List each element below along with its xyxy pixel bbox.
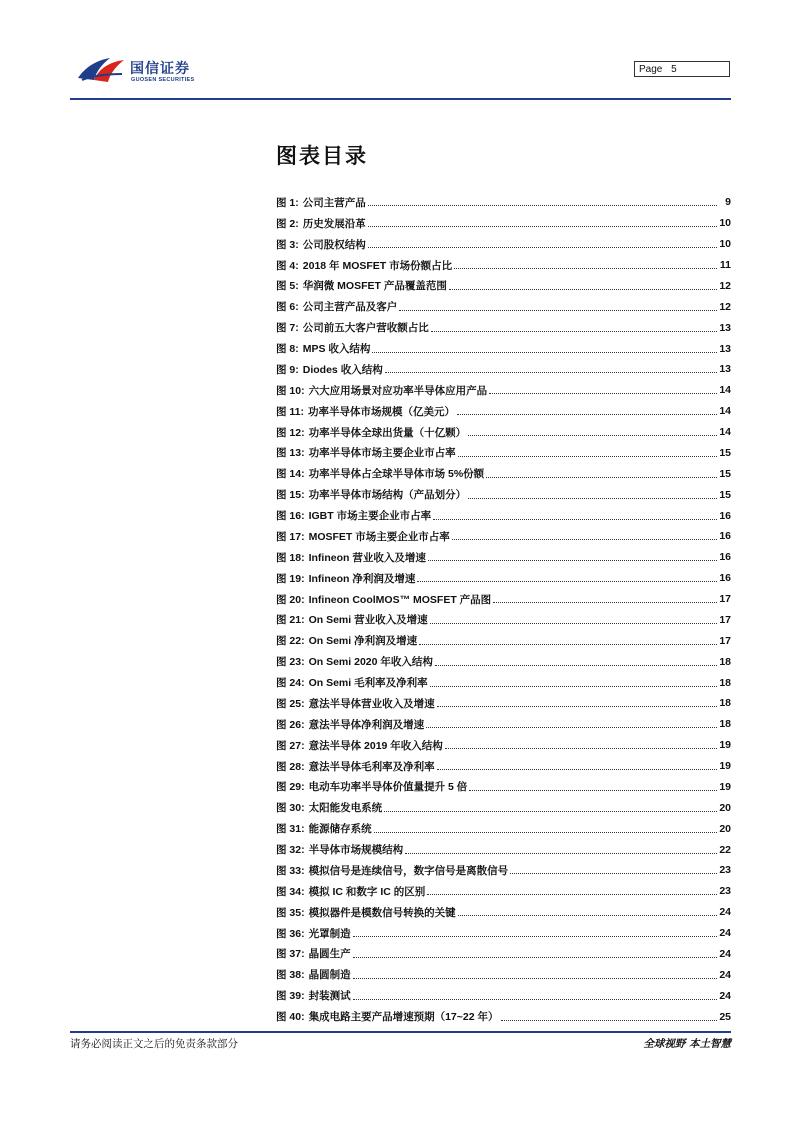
toc-leader-dots (353, 977, 717, 979)
toc-entry-label: 图 27: (276, 739, 305, 752)
toc-entry-page: 17 (719, 593, 731, 606)
toc-entry-title: 公司前五大客户营收额占比 (302, 322, 429, 335)
toc-entry-label: 图 32: (276, 844, 305, 857)
toc-entry-label: 图 36: (276, 927, 305, 940)
toc-entry-page: 16 (719, 509, 731, 522)
toc-leader-dots (433, 518, 717, 520)
toc-entry-page: 20 (719, 822, 731, 835)
toc-entry[interactable] (276, 422, 731, 443)
toc-entry-page: 15 (719, 446, 731, 459)
toc-entry[interactable] (276, 610, 731, 631)
toc-entry-page: 13 (719, 342, 731, 355)
toc-entry-page: 9 (725, 196, 731, 209)
toc-entry-title: 模拟器件是模数信号转换的关键 (308, 906, 456, 919)
toc-entry-page: 16 (719, 572, 731, 585)
toc-entry-label: 图 28: (276, 760, 305, 773)
toc-leader-dots (449, 288, 717, 290)
toc-entry-label: 图 33: (276, 864, 305, 877)
toc-entry-page: 23 (719, 864, 731, 877)
toc-entry-page: 19 (719, 760, 731, 773)
toc-entry[interactable] (276, 463, 731, 484)
toc-entry-title: On Semi 毛利率及净利率 (308, 677, 428, 690)
toc-leader-dots (510, 872, 717, 874)
toc-entry-page: 11 (719, 259, 731, 272)
toc-leader-dots (454, 267, 717, 269)
toc-entry-title: 模拟信号是连续信号，数字信号是离散信号 (308, 864, 509, 877)
toc-entry-label: 图 10: (276, 384, 305, 397)
toc-entry-title: On Semi 营业收入及增速 (308, 614, 428, 627)
toc-entry-page: 24 (719, 989, 731, 1002)
header-divider (70, 98, 731, 100)
toc-leader-dots (426, 726, 717, 728)
toc-leader-dots (374, 831, 717, 833)
toc-leader-dots (353, 935, 717, 937)
toc-entry-page: 13 (719, 321, 731, 334)
toc-leader-dots (458, 455, 717, 457)
toc-entry-title: Diodes 收入结构 (302, 363, 383, 376)
toc-entry[interactable] (276, 401, 731, 422)
toc-entry-label: 图 26: (276, 718, 305, 731)
toc-entry-title: 意法半导体毛利率及净利率 (308, 760, 435, 773)
toc-leader-dots (468, 497, 717, 499)
toc-entry-label: 图 17: (276, 530, 305, 543)
toc-entry[interactable] (276, 1006, 731, 1027)
toc-entry-label: 图 8: (276, 343, 299, 356)
logo-english-name: GUOSEN SECURITIES (131, 77, 195, 83)
toc-leader-dots (437, 768, 717, 770)
toc-entry-title: 功率半导体市场结构（产品划分） (308, 489, 467, 502)
toc-entry[interactable] (276, 860, 731, 881)
toc-entry-title: 电动车功率半导体价值量提升 5 倍 (308, 781, 468, 794)
toc-entry-page: 14 (719, 426, 731, 439)
toc-entry[interactable] (276, 818, 731, 839)
toc-leader-dots (385, 371, 717, 373)
toc-entry-page: 15 (719, 488, 731, 501)
toc-entry-label: 图 16: (276, 510, 305, 523)
footer-divider (70, 1031, 731, 1033)
toc-leader-dots (452, 538, 717, 540)
toc-entry[interactable] (276, 777, 731, 798)
toc-entry-title: 功率半导体占全球半导体市场 5%份额 (308, 468, 485, 481)
toc-entry-title: Infineon CoolMOS™ MOSFET 产品图 (308, 593, 492, 606)
toc-leader-dots (445, 747, 717, 749)
toc-leader-dots (437, 705, 717, 707)
toc-entry-title: MOSFET 市场主要企业市占率 (308, 530, 450, 543)
toc-entry[interactable] (276, 693, 731, 714)
toc-entry[interactable] (276, 338, 731, 359)
toc-entry-title: 意法半导体净利润及增速 (308, 718, 425, 731)
toc-entry-title: 意法半导体营业收入及增速 (308, 697, 435, 710)
toc-entry-title: Infineon 净利润及增速 (308, 572, 416, 585)
toc-entry[interactable] (276, 484, 731, 505)
toc-entry-page: 10 (719, 238, 731, 251)
toc-leader-dots (419, 643, 717, 645)
toc-entry-title: 功率半导体市场主要企业市占率 (308, 447, 456, 460)
toc-entry-label: 图 30: (276, 802, 305, 815)
toc-entry-label: 图 12: (276, 426, 305, 439)
toc-entry-label: 图 2: (276, 217, 299, 230)
toc-entry-page: 14 (719, 405, 731, 418)
toc-entry-page: 23 (719, 885, 731, 898)
toc-entry-title: On Semi 2020 年收入结构 (308, 656, 433, 669)
toc-entry[interactable] (276, 317, 731, 338)
toc-entry-page: 16 (719, 551, 731, 564)
toc-leader-dots (427, 893, 717, 895)
toc-leader-dots (372, 351, 717, 353)
toc-entry[interactable] (276, 839, 731, 860)
toc-leader-dots (489, 392, 717, 394)
toc-entry-label: 图 35: (276, 906, 305, 919)
toc-entry-label: 图 23: (276, 656, 305, 669)
toc-entry-label: 图 25: (276, 697, 305, 710)
toc-entry-label: 图 4: (276, 259, 299, 272)
toc-entry[interactable] (276, 255, 731, 276)
toc-entry-title: 半导体市场规模结构 (308, 844, 404, 857)
toc-entry-page: 12 (719, 279, 731, 292)
toc-entry[interactable] (276, 526, 731, 547)
toc-entry-title: 公司主营产品 (302, 196, 366, 209)
toc-entry[interactable] (276, 881, 731, 902)
toc-entry-page: 17 (719, 613, 731, 626)
page-label: Page (639, 64, 663, 75)
toc-entry-title: MPS 收入结构 (302, 343, 371, 356)
toc-entry-label: 图 15: (276, 489, 305, 502)
toc-entry-page: 18 (719, 697, 731, 710)
toc-entry-title: 集成电路主要产品增速预期（17~22 年） (308, 1011, 499, 1024)
toc-entry[interactable] (276, 985, 731, 1006)
toc-entry[interactable] (276, 735, 731, 756)
toc-entry[interactable] (276, 630, 731, 651)
toc-entry-page: 19 (719, 739, 731, 752)
toc-entry-title: 功率半导体全球出货量（十亿颗） (308, 426, 467, 439)
toc-entry-label: 图 20: (276, 593, 305, 606)
toc-entry-title: 能源储存系统 (308, 823, 372, 836)
toc-leader-dots (501, 1019, 717, 1021)
toc-entry-title: IGBT 市场主要企业市占率 (308, 510, 432, 523)
toc-entry[interactable] (276, 547, 731, 568)
toc-leader-dots (493, 601, 717, 603)
toc-leader-dots (430, 685, 717, 687)
toc-leader-dots (353, 998, 717, 1000)
toc-leader-dots (457, 413, 717, 415)
toc-entry-page: 10 (719, 217, 731, 230)
toc-entry-page: 24 (719, 927, 731, 940)
toc-leader-dots (458, 914, 717, 916)
toc-entry[interactable] (276, 672, 731, 693)
toc-entry-title: 六大应用场景对应功率半导体应用产品 (308, 384, 488, 397)
toc-leader-dots (417, 580, 717, 582)
toc-entry-title: 封装测试 (308, 990, 351, 1003)
toc-leader-dots (435, 664, 717, 666)
toc-entry-page: 18 (719, 718, 731, 731)
toc-entry-title: 光罩制造 (308, 927, 351, 940)
toc-entry-title: 华润微 MOSFET 产品覆盖范围 (302, 280, 447, 293)
logo-chinese-name: 国信证券 (130, 60, 190, 76)
toc-entry-label: 图 29: (276, 781, 305, 794)
toc-entry-title: 晶圆生产 (308, 948, 351, 961)
toc-entry-title: 公司股权结构 (302, 238, 366, 251)
toc-entry-title: 太阳能发电系统 (308, 802, 383, 815)
toc-entry-label: 图 9: (276, 363, 299, 376)
toc-entry[interactable] (276, 192, 731, 213)
toc-entry[interactable] (276, 296, 731, 317)
toc-entry[interactable] (276, 902, 731, 923)
toc-leader-dots (430, 622, 717, 624)
toc-entry-label: 图 1: (276, 196, 299, 209)
toc-leader-dots (399, 309, 717, 311)
toc-entry-page: 15 (719, 467, 731, 480)
toc-entry-label: 图 5: (276, 280, 299, 293)
page-number: 5 (671, 64, 677, 75)
toc-entry-title: Infineon 营业收入及增速 (308, 551, 426, 564)
toc-entry-page: 20 (719, 801, 731, 814)
toc-entry-title: 2018 年 MOSFET 市场份额占比 (302, 259, 453, 272)
toc-entry-label: 图 31: (276, 823, 305, 836)
toc-entry[interactable] (276, 213, 731, 234)
toc-leader-dots (486, 476, 717, 478)
toc-entry-page: 16 (719, 530, 731, 543)
toc-entry[interactable] (276, 964, 731, 985)
toc-entry-label: 图 19: (276, 572, 305, 585)
toc-entry-title: 公司主营产品及客户 (302, 301, 398, 314)
toc-entry[interactable] (276, 651, 731, 672)
toc-entry-page: 19 (719, 780, 731, 793)
toc-leader-dots (368, 225, 717, 227)
toc-entry-page: 24 (719, 947, 731, 960)
toc-entry-page: 25 (719, 1010, 731, 1023)
toc-entry[interactable] (276, 380, 731, 401)
toc-entry-page: 24 (719, 968, 731, 981)
toc-entry-label: 图 22: (276, 635, 305, 648)
toc-entry-label: 图 6: (276, 301, 299, 314)
toc-entry-title: 功率半导体市场规模（亿美元） (308, 405, 456, 418)
toc-entry-label: 图 7: (276, 322, 299, 335)
toc-entry-label: 图 14: (276, 468, 305, 481)
footer-disclaimer: 请务必阅读正文之后的免责条款部分 (70, 1038, 238, 1050)
toc-leader-dots (384, 810, 717, 812)
toc-entry[interactable] (276, 589, 731, 610)
toc-entry-title: 模拟 IC 和数字 IC 的区别 (308, 885, 426, 898)
toc-entry-label: 图 13: (276, 447, 305, 460)
toc-leader-dots (405, 852, 717, 854)
toc-entry-label: 图 18: (276, 551, 305, 564)
toc-entry[interactable] (276, 944, 731, 965)
toc-entry-page: 18 (719, 655, 731, 668)
toc-entry[interactable] (276, 505, 731, 526)
toc-leader-dots (368, 204, 717, 206)
toc-entry-label: 图 37: (276, 948, 305, 961)
toc-entry-label: 图 11: (276, 405, 305, 418)
toc-entry-label: 图 24: (276, 677, 305, 690)
page-header (0, 0, 793, 102)
toc-entry-label: 图 39: (276, 990, 305, 1003)
toc-entry-label: 图 3: (276, 238, 299, 251)
toc-entry[interactable] (276, 234, 731, 255)
toc-entry-page: 17 (719, 634, 731, 647)
toc-entry-page: 12 (719, 300, 731, 313)
toc-entry-title: 历史发展沿革 (302, 217, 366, 230)
toc-entry-page: 24 (719, 906, 731, 919)
company-logo (76, 52, 206, 92)
toc-entry-label: 图 40: (276, 1011, 305, 1024)
toc-entry-page: 18 (719, 676, 731, 689)
toc-entry-title: 意法半导体 2019 年收入结构 (308, 739, 443, 752)
footer-slogan: 全球视野 本土智慧 (643, 1038, 731, 1050)
toc-entry-title: 晶圆制造 (308, 969, 351, 982)
toc-leader-dots (469, 789, 717, 791)
toc-entry[interactable] (276, 714, 731, 735)
toc-entry-label: 图 38: (276, 969, 305, 982)
toc-entry[interactable] (276, 359, 731, 380)
toc-title: 图表目录 (276, 145, 368, 168)
toc-entry-page: 22 (719, 843, 731, 856)
logo-mark-icon (76, 52, 128, 84)
toc-entry[interactable] (276, 797, 731, 818)
toc-leader-dots (468, 434, 717, 436)
toc-leader-dots (428, 559, 717, 561)
toc-leader-dots (431, 330, 717, 332)
toc-entry[interactable] (276, 276, 731, 297)
toc-entry[interactable] (276, 923, 731, 944)
toc-entry[interactable] (276, 756, 731, 777)
toc-leader-dots (368, 246, 717, 248)
toc-entry-title: On Semi 净利润及增速 (308, 635, 418, 648)
toc-entry-page: 13 (719, 363, 731, 376)
page-indicator (634, 61, 730, 77)
toc-entry-label: 图 21: (276, 614, 305, 627)
toc-leader-dots (353, 956, 717, 958)
toc-entry[interactable] (276, 443, 731, 464)
toc-entry[interactable] (276, 568, 731, 589)
figure-toc-list (276, 192, 731, 1027)
toc-entry-page: 14 (719, 384, 731, 397)
toc-entry-label: 图 34: (276, 885, 305, 898)
